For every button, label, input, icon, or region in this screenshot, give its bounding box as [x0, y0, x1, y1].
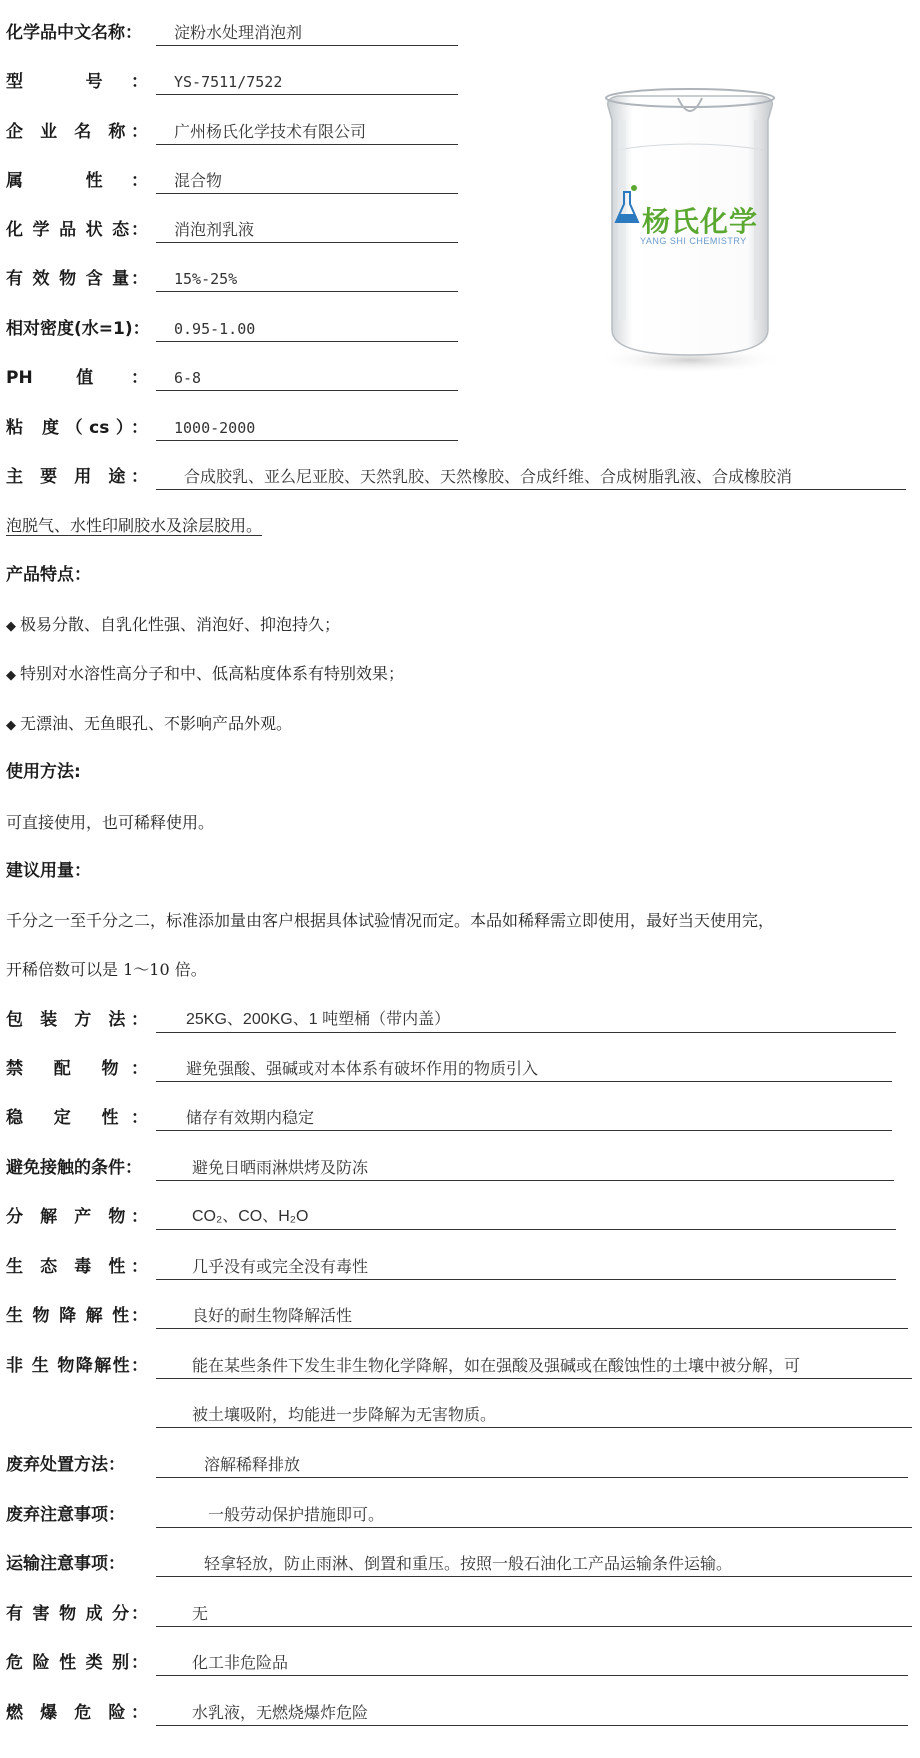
diamond-bullet-icon: ◆ — [6, 619, 16, 634]
field-value: 一般劳动保护措施即可。 — [156, 1500, 912, 1528]
dosage-line-2: 开稀倍数可以是 1～10 倍。 — [6, 960, 207, 979]
field-label: 属 性： — [6, 171, 148, 191]
feature-text: 特别对水溶性高分子和中、低高粘度体系有特别效果； — [20, 664, 405, 683]
field-value: 15%-25% — [156, 264, 458, 292]
field-value-continued: 被土壤吸附，均能进一步降解为无害物质。 — [156, 1400, 912, 1428]
field-label: 运输注意事项： — [6, 1554, 125, 1574]
field-value: 轻拿轻放，防止雨淋、倒置和重压。按照一般石油化工产品运输条件运输。 — [156, 1549, 912, 1577]
field-value: 消泡剂乳液 — [156, 215, 458, 243]
field-value: YS-7511/7522 — [156, 67, 458, 95]
field-value: 无 — [156, 1599, 912, 1627]
field-label: 避免接触的条件： — [6, 1158, 142, 1178]
field-label: 有 效 物 含 量： — [6, 269, 148, 289]
field-label: 禁 配 物： — [6, 1059, 148, 1079]
field-value: 水乳液，无燃烧爆炸危险 — [156, 1698, 908, 1726]
diamond-bullet-icon: ◆ — [6, 668, 16, 683]
feature-item — [6, 659, 404, 691]
usage-row — [6, 462, 906, 492]
field-value: 溶解稀释排放 — [156, 1450, 908, 1478]
field-label: 燃 爆 危 险： — [6, 1703, 148, 1723]
field-label: 相对密度(水=1)： — [6, 319, 150, 339]
field-value: 1000-2000 — [156, 413, 458, 441]
field-label: 废弃处置方法： — [6, 1455, 125, 1475]
usage-line-2-row — [6, 511, 906, 541]
field-label: 化学品中文名称： — [6, 23, 142, 43]
field-label: 生 物 降 解 性： — [6, 1306, 148, 1326]
field-label: 企 业 名 称： — [6, 122, 148, 142]
field-label: 有 害 物 成 分： — [6, 1604, 148, 1624]
field-value: 避免强酸、强碱或对本体系有破坏作用的物质引入 — [156, 1054, 892, 1082]
usage-label: 主 要 用 途： — [6, 467, 148, 487]
field-value: 良好的耐生物降解活性 — [156, 1301, 908, 1329]
diamond-bullet-icon: ◆ — [6, 718, 16, 733]
dosage-heading: 建议用量： — [6, 861, 91, 881]
field-value: 混合物 — [156, 166, 458, 194]
field-label: 生 态 毒 性： — [6, 1257, 148, 1277]
field-label: 分 解 产 物： — [6, 1207, 148, 1227]
feature-item — [6, 709, 292, 741]
usage-line-1: 合成胶乳、亚么尼亚胶、天然乳胶、天然橡胶、合成纤维、合成树脂乳液、合成橡胶消 — [156, 462, 906, 490]
logo-subtitle: YANG SHI CHEMISTRY — [640, 236, 747, 246]
dosage-line-1: 千分之一至千分之二，标准添加量由客户根据具体试验情况而定。本品如稀释需立即使用，最好当天使用完， — [6, 911, 775, 930]
usage-line-2: 泡脱气、水性印刷胶水及涂层胶用。 — [6, 516, 263, 535]
field-label: 化 学 品 状 态： — [6, 220, 148, 240]
field-value: CO₂、CO、H₂O — [156, 1202, 896, 1230]
field-label: PH 值： — [6, 368, 148, 388]
field-value: 化工非危险品 — [156, 1648, 908, 1676]
field-label: 包 装 方 法： — [6, 1010, 148, 1030]
field-value: 广州杨氏化学技术有限公司 — [156, 117, 458, 145]
field-value: 0.95-1.00 — [156, 314, 458, 342]
method-heading: 使用方法: — [6, 762, 81, 782]
field-label: 废弃注意事项： — [6, 1505, 125, 1525]
field-label: 粘 度（cs）： — [6, 418, 148, 438]
field-value: 淀粉水处理消泡剂 — [156, 18, 458, 46]
field-value: 能在某些条件下发生非生物化学降解，如在强酸及强碱或在酸蚀性的土壤中被分解，可 — [156, 1351, 912, 1379]
features-heading: 产品特点： — [6, 565, 91, 585]
method-text: 可直接使用，也可稀释使用。 — [6, 813, 215, 832]
feature-text: 无漂油、无鱼眼孔、不影响产品外观。 — [20, 714, 293, 733]
field-label: 型 号： — [6, 72, 148, 92]
field-value: 避免日晒雨淋烘烤及防冻 — [156, 1153, 894, 1181]
field-label: 危 险 性 类 别： — [6, 1653, 148, 1673]
field-label: 非 生 物降解性： — [6, 1356, 148, 1376]
field-value: 储存有效期内稳定 — [156, 1103, 892, 1131]
field-label: 稳 定 性： — [6, 1108, 148, 1128]
feature-item — [6, 610, 340, 642]
feature-text: 极易分散、自乳化性强、消泡好、抑泡持久； — [20, 615, 341, 634]
field-value: 几乎没有或完全没有毒性 — [156, 1252, 896, 1280]
field-value: 6-8 — [156, 363, 458, 391]
field-value: 25KG、200KG、1 吨塑桶（带内盖） — [156, 1005, 896, 1033]
logo-name: 杨氏化学 — [642, 205, 759, 238]
